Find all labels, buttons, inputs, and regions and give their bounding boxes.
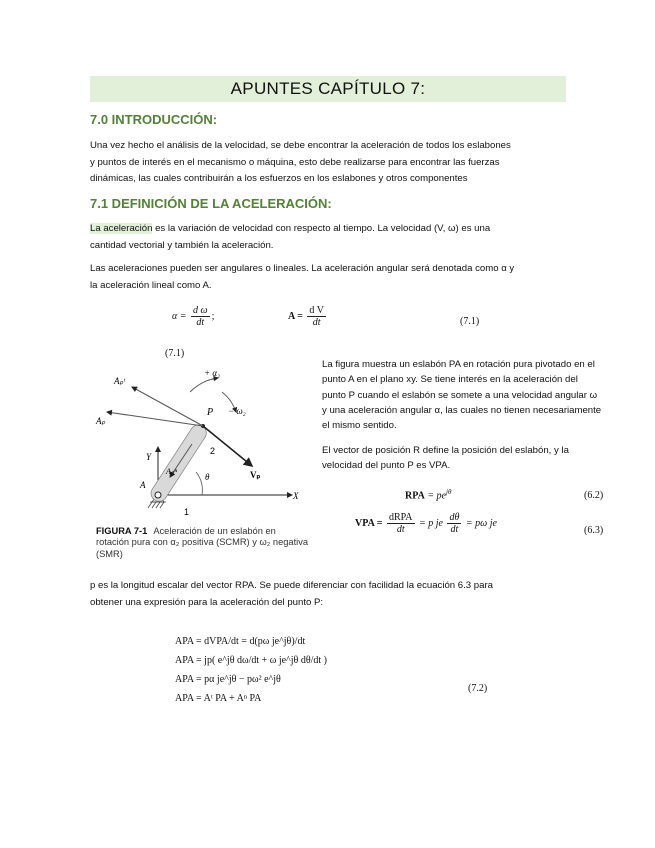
- figure-caption-text: Aceleración de un eslabón en rotación pura con α₂ positiva (SCMR) y ω₂ negativa (SMR): [96, 526, 309, 559]
- eq-alpha-lhs: α =: [172, 310, 187, 322]
- highlighted-term: La aceleración: [90, 223, 153, 234]
- label-ap: Aₚ: [96, 416, 106, 426]
- intro-line: dinámicas, las cuales contribuirán a los esfuerzos en los eslabones y otros componentes: [90, 173, 468, 184]
- label-link-number: 2: [210, 446, 216, 456]
- eq-denominator: dt: [450, 524, 459, 535]
- definition-line: la aceleración lineal como A.: [90, 279, 212, 291]
- eq-6-2-sup: jθ: [446, 488, 452, 496]
- eq-numerator: dθ: [449, 512, 460, 523]
- eq-numerator: d ω: [193, 305, 208, 316]
- eq-7-2-line: APA = jp( e^jθ dω/dt + ω je^jθ dθ/dt ): [175, 655, 327, 666]
- equation-6-2: [405, 488, 451, 501]
- eq-6-2-lhs: RPA: [405, 490, 425, 502]
- ground-hatch: [148, 502, 166, 508]
- figure-caption: [96, 526, 311, 560]
- intro-paragraph: [90, 138, 568, 188]
- label-ground-number: 1: [184, 507, 190, 517]
- theta-arc: [196, 472, 202, 495]
- page-title: [90, 76, 566, 102]
- equation-linear-accel: [288, 305, 328, 328]
- intro-line: Una vez hecho el análisis de la velocidad, se debe encontrar la aceleración de todos los eslabones: [90, 140, 511, 151]
- eq-denominator: dt: [196, 317, 205, 328]
- eq-7-2-line: APA = Aᵗ PA + Aⁿ PA: [175, 693, 262, 704]
- pivot-a: [155, 492, 161, 498]
- page-title-text: APUNTES CAPÍTULO 7:: [230, 79, 426, 98]
- intro-line: y puntos de interés en el mecanismo o máquina, esto debe realizarse para encontrar las fuerzas: [90, 156, 500, 168]
- figure-equation-label: (7.1): [165, 348, 185, 359]
- eq-a-fraction: [307, 305, 326, 328]
- eq-denominator: dt: [312, 317, 321, 328]
- equation-number-7-1: (7.1): [460, 316, 480, 327]
- eq-numerator: d V: [309, 305, 324, 316]
- label-a: A: [140, 480, 146, 490]
- eq-6-2-rhs: = pe: [427, 490, 446, 502]
- eq-7-2-line: APA = dVPA/dt = d(pω je^jθ)/dt: [175, 636, 306, 647]
- label-omega2: − ω₂: [228, 406, 246, 416]
- after-figure-paragraph: [90, 578, 568, 611]
- accel-vector-ap: [107, 412, 203, 426]
- label-alpha2: + α₂: [204, 368, 221, 378]
- definition-text: es la variación de velocidad con respecto al tiempo. La velocidad (V, ω) es una: [152, 223, 491, 234]
- label-x: X: [293, 491, 299, 501]
- equation-number-6-3: (6.3): [584, 525, 604, 536]
- eq-6-3-middle: = p je: [419, 517, 443, 529]
- definition-line: cantidad vectorial y también la aceleración.: [90, 239, 274, 251]
- figure-caption-label: FIGURA 7-1: [96, 526, 148, 536]
- label-p: P: [207, 407, 214, 418]
- label-ap-t: Aₚᵗ: [114, 376, 125, 386]
- intro-heading: 7.0 INTRODUCCIÓN:: [90, 112, 218, 127]
- eq-6-3-fraction-1: [387, 512, 415, 535]
- definition-line: [90, 221, 568, 238]
- eq-denominator: dt: [396, 524, 405, 535]
- tangential-accel-vector: [132, 387, 203, 426]
- figure-description: La figura muestra un eslabón PA en rotación pura pivotado en el punto A en el plano xy. Se tiene interés en la aceleración del punto P cuando el eslabón se somete a una velocidad angular ω y una aceleración angular α, las cuales no tienen necesariamente el mismo sentido.: [322, 359, 602, 432]
- eq-7-2-line: APA = pα je^jθ − pω² e^jθ: [175, 674, 281, 685]
- label-apn: Aₚⁿ: [166, 467, 177, 476]
- after-line: obtener una expresión para la aceleración del punto P:: [90, 596, 324, 608]
- definition-heading: 7.1 DEFINICIÓN DE LA ACELERACIÓN:: [90, 196, 332, 211]
- eq-6-3-lhs: VPA =: [355, 517, 383, 529]
- eq-a-lhs: A =: [288, 310, 303, 322]
- label-y: Y: [146, 452, 152, 462]
- eq-6-3-fraction-2: [447, 512, 461, 535]
- eq-alpha-fraction: [191, 305, 210, 328]
- definition-line: Las aceleraciones pueden ser angulares o lineales. La aceleración angular será denotada como α y: [90, 263, 515, 274]
- definition-paragraph-1: [90, 221, 568, 254]
- equation-alpha: [172, 305, 214, 328]
- eq-numerator: dRPA: [388, 512, 413, 523]
- eq-6-3-end: = pω je: [465, 517, 497, 529]
- label-theta: θ: [205, 472, 210, 482]
- after-line: p es la longitud escalar del vector RPA. Se puede diferenciar con facilidad la ecuación 6.3 para: [90, 580, 494, 591]
- link-rotation-figure: [92, 362, 314, 522]
- equation-number-7-2: (7.2): [468, 683, 488, 694]
- equation-6-3: [355, 512, 497, 535]
- eq-separator: ;: [211, 310, 215, 322]
- equation-number-6-2: (6.2): [584, 490, 604, 501]
- equation-7-2-block: [175, 632, 327, 708]
- label-vp: Vₚ: [250, 470, 261, 480]
- alpha-arc: [190, 378, 218, 392]
- definition-paragraph-2: [90, 261, 568, 294]
- position-vector-description: El vector de posición R define la posición del eslabón, y la velocidad del punto P es VPA.: [322, 445, 569, 472]
